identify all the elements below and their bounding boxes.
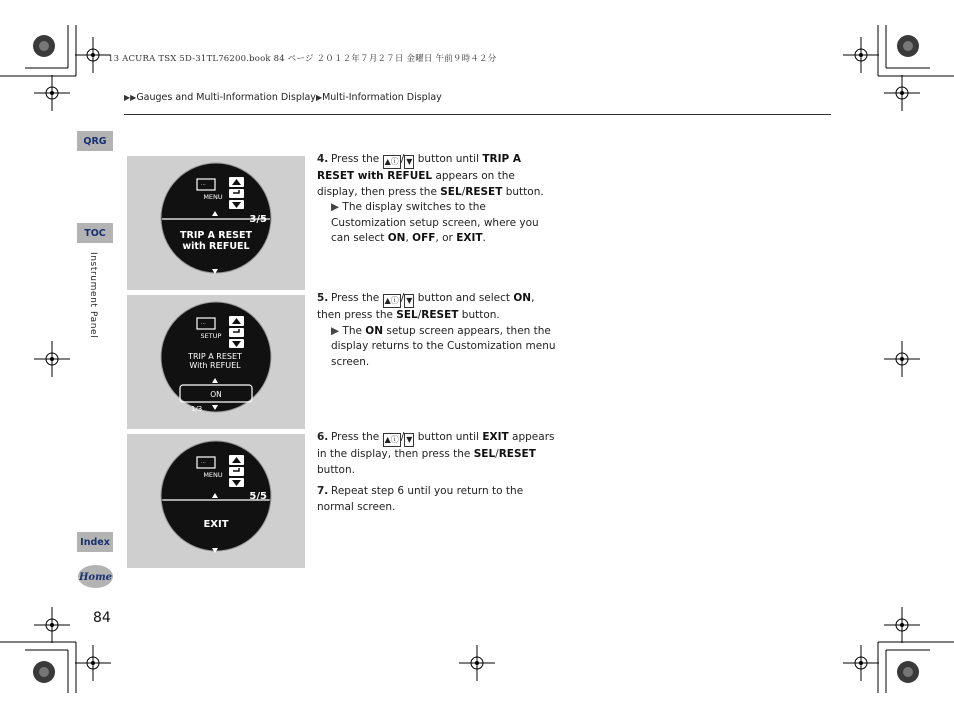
display-line1: EXIT — [203, 519, 229, 530]
note-arrow-icon: ▶ — [331, 201, 340, 213]
display-illustration-2 — [127, 295, 305, 429]
svg-text:···: ··· — [201, 460, 206, 466]
down-key-icon: ▼ — [404, 433, 414, 447]
display-illustration-1 — [127, 156, 305, 290]
display-line1: TRIP A RESET — [188, 352, 242, 361]
page-number: 84 — [93, 610, 111, 626]
step-5: 5. Press the ▲ⓘ / ▼ button and select ON, then press the SEL/RESET button. ▶ The ON setup screen appears, then the display returns to the Customization menu screen. — [317, 291, 557, 370]
display-counter: 3/5 — [249, 214, 267, 225]
display-counter: 1/3 — [191, 405, 203, 413]
display-icon-label: MENU — [203, 193, 223, 201]
arrow-keys-icon — [229, 316, 244, 348]
display-line1: TRIP A RESET — [180, 230, 252, 241]
step-4-note: ▶ The display switches to the Customization setup screen, where you can select ON, OFF, or EXIT. — [331, 201, 539, 244]
home-icon — [77, 564, 114, 589]
step-7: 7. Repeat step 6 until you return to the normal screen. — [317, 485, 524, 513]
arrow-keys-icon — [229, 177, 244, 209]
step-6: 6. Press the ▲ⓘ / ▼ button until EXIT appears in the display, then press the SEL/RESET button. — [317, 431, 555, 476]
display-option: ON — [210, 390, 222, 399]
step-5-note: ▶ The ON setup screen appears, then the display returns to the Customization menu screen. — [331, 324, 556, 368]
home-label: Home — [78, 572, 113, 583]
index-button[interactable]: Index — [77, 532, 113, 552]
up-info-key-icon: ▲ⓘ — [383, 155, 401, 169]
toc-button[interactable]: TOC — [77, 223, 113, 243]
display-line2: with REFUEL — [182, 241, 250, 252]
home-button[interactable] — [77, 564, 114, 589]
down-key-icon: ▼ — [404, 155, 414, 169]
display-line2: With REFUEL — [189, 361, 241, 370]
step-4: 4. Press the ▲ⓘ / ▼ button until TRIP A RESET with REFUEL appears on the display, then press the SEL/RESET button. ▶ The display switches to the Customization setup screen, where you can select ON, OFF, or EXIT. — [317, 152, 557, 247]
breadcrumb-separator: ▶ — [315, 93, 323, 102]
qrg-button[interactable]: QRG — [77, 131, 113, 151]
header-divider — [124, 114, 831, 115]
arrow-keys-icon — [229, 455, 244, 487]
svg-text:···: ··· — [201, 321, 206, 327]
display-icon-label: SETUP — [200, 332, 222, 340]
display-icon-label: MENU — [203, 471, 223, 479]
down-key-icon: ▼ — [404, 294, 414, 308]
breadcrumb-subsection[interactable]: Multi-Information Display — [322, 92, 442, 103]
breadcrumb-section[interactable]: Gauges and Multi-Information Display — [136, 92, 316, 103]
display-counter: 5/5 — [249, 491, 267, 502]
up-info-key-icon: ▲ⓘ — [383, 433, 401, 447]
breadcrumb — [124, 92, 442, 103]
breadcrumb-arrows: ▶▶ — [124, 93, 137, 102]
display-illustration-3 — [127, 434, 305, 568]
section-side-label: Instrument Panel — [88, 252, 98, 339]
up-info-key-icon: ▲ⓘ — [383, 294, 401, 308]
note-arrow-icon: ▶ — [331, 324, 340, 337]
print-header: 13 ACURA TSX 5D-31TL76200.book 84 ページ ２０１２年７月２７日 金曜日 午前９時４２分 — [108, 54, 497, 64]
svg-text:···: ··· — [201, 182, 206, 188]
